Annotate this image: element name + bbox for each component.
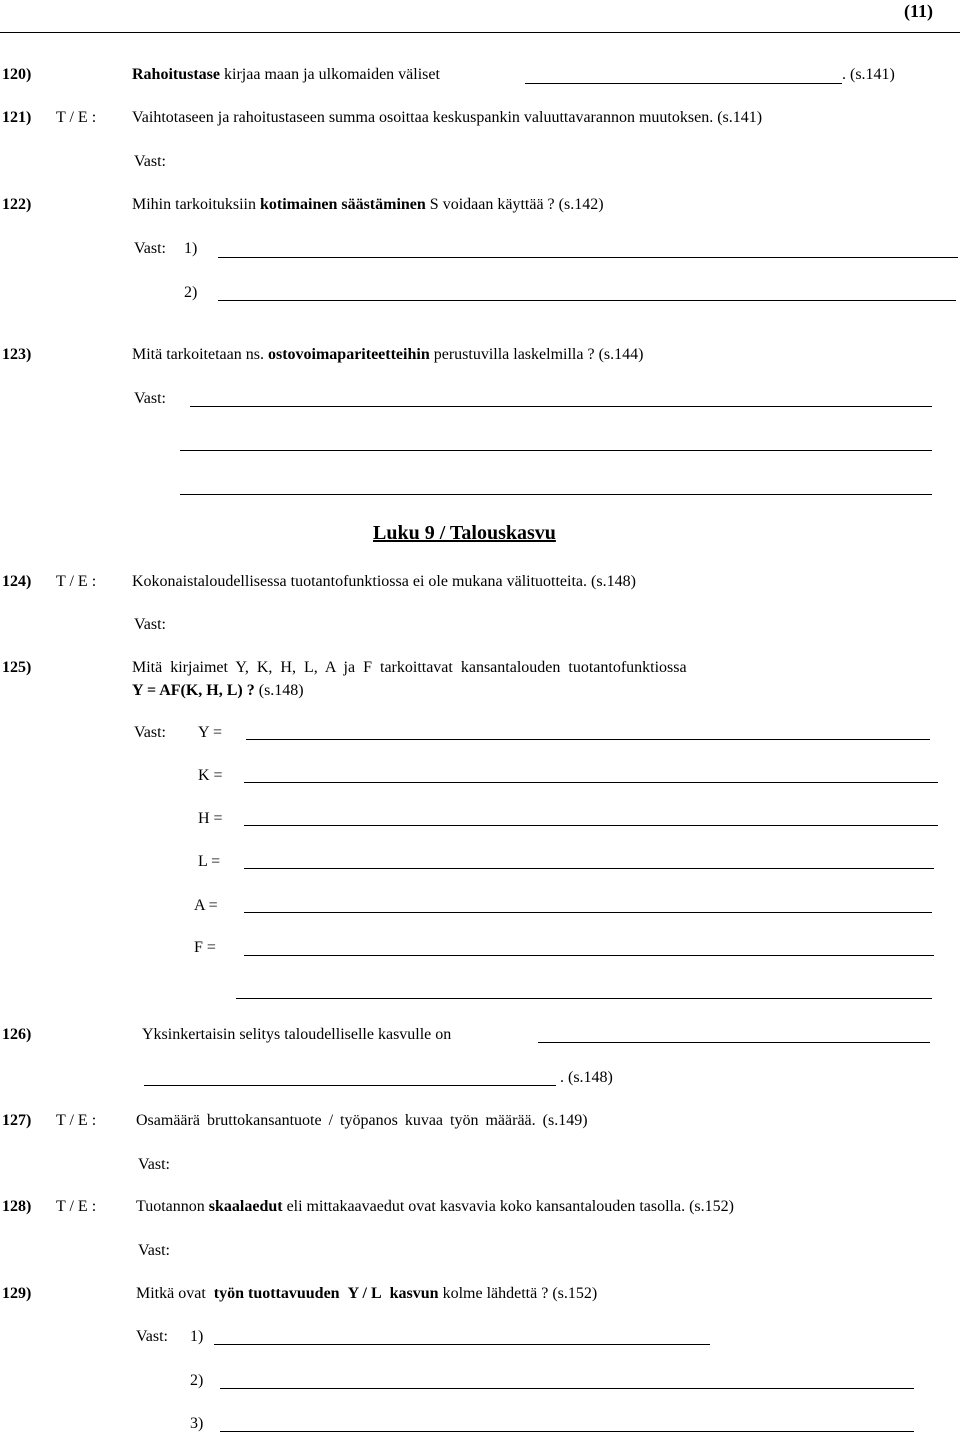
- answer-item-number: 1): [190, 1328, 204, 1345]
- variable-f-label: F =: [194, 939, 216, 956]
- question-text: Mihin tarkoituksiin kotimainen säästäminen S voidaan käyttää ? (s.142): [132, 196, 604, 213]
- answer-label: Vast:: [136, 1328, 168, 1345]
- variable-k-label: K =: [198, 767, 223, 784]
- answer-line[interactable]: [244, 868, 934, 869]
- formula-line: Y = AF(K, H, L) ? (s.148): [132, 682, 304, 699]
- question-text: Osamäärä bruttokansantuote / työpanos kuvaa työn määrää. (s.149): [136, 1112, 588, 1129]
- question-text: Tuotannon skaalaedut eli mittakaavaedut ovat kasvavia koko kansantalouden tasolla. (s.152): [136, 1198, 734, 1215]
- question-text: Kokonaistaloudellisessa tuotantofunktiossa ei ole mukana välituotteita. (s.148): [132, 573, 636, 590]
- answer-line[interactable]: [525, 83, 842, 84]
- question-number: 125): [2, 659, 32, 676]
- page-reference: . (s.148): [560, 1069, 613, 1086]
- question-text: Rahoitustase kirjaa maan ja ulkomaiden väliset: [132, 66, 440, 83]
- variable-l-label: L =: [198, 853, 221, 870]
- answer-line[interactable]: [244, 782, 938, 783]
- variable-h-label: H =: [198, 810, 223, 827]
- question-number: 121): [2, 109, 32, 126]
- answer-label: Vast:: [134, 616, 166, 633]
- question-text: Mitä tarkoitetaan ns. ostovoimapariteetteihin perustuvilla laskelmilla ? (s.144): [132, 346, 644, 363]
- answer-line[interactable]: [144, 1085, 556, 1086]
- question-number: 127): [2, 1112, 32, 1129]
- true-false-marker: T / E :: [56, 109, 97, 126]
- answer-line[interactable]: [538, 1042, 930, 1043]
- chapter-heading: Luku 9 / Talouskasvu: [373, 522, 556, 544]
- answer-item-number: 2): [184, 284, 198, 301]
- question-number: 129): [2, 1285, 32, 1302]
- answer-line[interactable]: [218, 257, 958, 258]
- question-number: 128): [2, 1198, 32, 1215]
- page-reference: . (s.141): [842, 66, 895, 83]
- question-text: Vaihtotaseen ja rahoitustaseen summa osoittaa keskuspankin valuuttavarannon muutoksen. (s.141): [132, 109, 763, 126]
- page-number: (11): [904, 1, 933, 21]
- question-number: 126): [2, 1026, 32, 1043]
- answer-line[interactable]: [218, 300, 956, 301]
- variable-y-label: Y =: [198, 724, 222, 741]
- answer-line[interactable]: [180, 494, 932, 495]
- question-number: 120): [2, 66, 32, 83]
- answer-item-number: 3): [190, 1415, 204, 1432]
- answer-item-number: 1): [184, 240, 198, 257]
- true-false-marker: T / E :: [56, 1112, 97, 1129]
- answer-line[interactable]: [236, 998, 932, 999]
- question-text: Mitkä ovat työn tuottavuuden Y / L kasvun kolme lähdettä ? (s.152): [136, 1285, 598, 1302]
- answer-line[interactable]: [180, 450, 932, 451]
- question-number: 123): [2, 346, 32, 363]
- question-number: 124): [2, 573, 32, 590]
- answer-line[interactable]: [220, 1388, 914, 1389]
- true-false-marker: T / E :: [56, 573, 97, 590]
- question-number: 122): [2, 196, 32, 213]
- true-false-marker: T / E :: [56, 1198, 97, 1215]
- answer-label: Vast:: [134, 240, 166, 257]
- question-text: Mitä kirjaimet Y, K, H, L, A ja F tarkoittavat kansantalouden tuotantofunktiossa: [132, 659, 687, 676]
- answer-line[interactable]: [244, 955, 934, 956]
- answer-label: Vast:: [134, 153, 166, 170]
- answer-label: Vast:: [134, 724, 166, 741]
- answer-line[interactable]: [214, 1344, 710, 1345]
- answer-line[interactable]: [244, 912, 932, 913]
- answer-line[interactable]: [244, 825, 938, 826]
- answer-label: Vast:: [134, 390, 166, 407]
- question-text: Yksinkertaisin selitys taloudelliselle kasvulle on: [142, 1026, 452, 1043]
- answer-label: Vast:: [138, 1242, 170, 1259]
- header-rule: [0, 32, 960, 33]
- answer-label: Vast:: [138, 1156, 170, 1173]
- answer-line[interactable]: [246, 739, 930, 740]
- answer-line[interactable]: [190, 406, 932, 407]
- answer-line[interactable]: [220, 1431, 914, 1432]
- answer-item-number: 2): [190, 1372, 204, 1389]
- variable-a-label: A =: [194, 897, 218, 914]
